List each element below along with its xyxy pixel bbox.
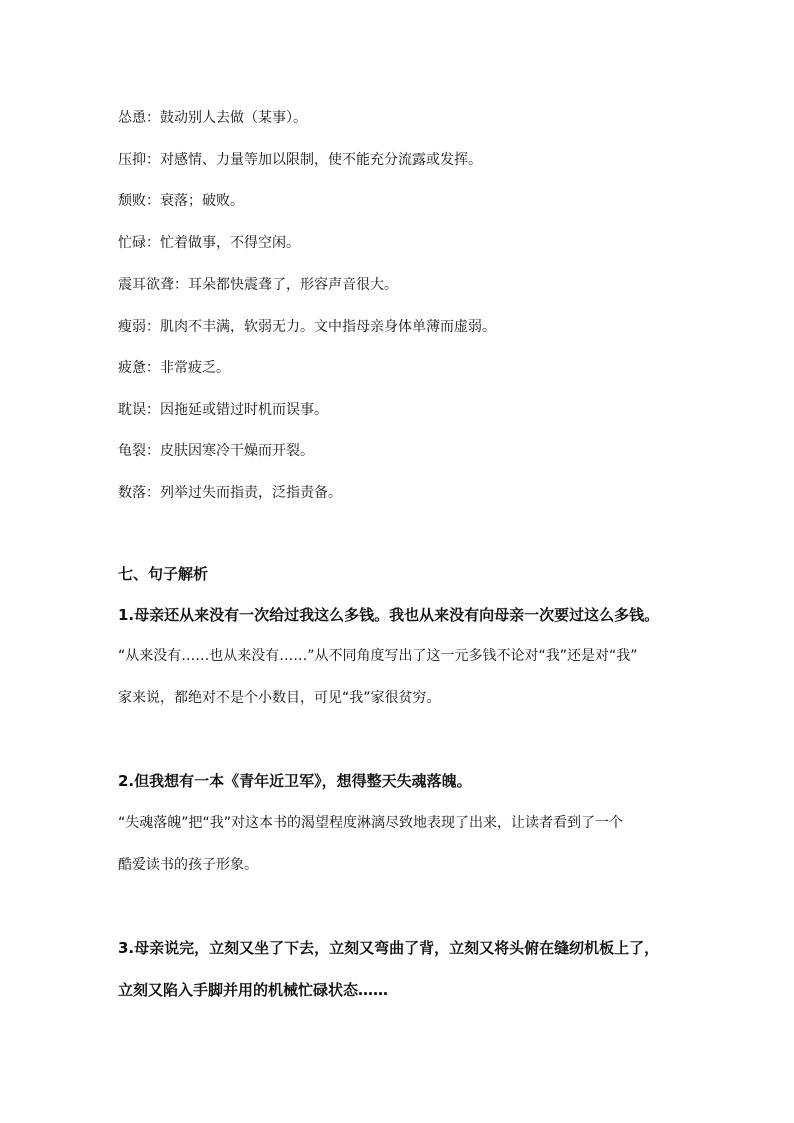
- definition-line: 数落：列举过失而指责，泛指责备。: [118, 485, 342, 501]
- definition-line: 忙碌：忙着做事，不得空闲。: [118, 235, 300, 251]
- key-sentence: 1.母亲还从来没有一次给过我这么多钱。我也从来没有向母亲一次要过这么多钱。: [118, 606, 660, 624]
- definition-line: 瘦弱：肌肉不丰满，软弱无力。文中指母亲身体单薄而虚弱。: [118, 319, 496, 335]
- analysis-line: “失魂落魄”把“我”对这本书的渴望程度淋漓尽致地表现了出来，让读者看到了一个: [118, 815, 624, 831]
- definition-line: 震耳欲聋：耳朵都快震聋了，形容声音很大。: [118, 277, 398, 293]
- key-sentence: 3.母亲说完，立刻又坐了下去，立刻又弯曲了背，立刻又将头俯在缝纫机板上了，: [118, 939, 660, 957]
- section-heading: 七、句子解析: [118, 565, 209, 583]
- analysis-line: 家来说，都绝对不是个小数目，可见“我”家很贫穷。: [118, 690, 441, 706]
- analysis-line: 酷爱读书的孩子形象。: [118, 857, 258, 873]
- definition-line: 疲惫：非常疲乏。: [118, 360, 230, 376]
- definition-line: 龟裂：皮肤因寒冷干燥而开裂。: [118, 443, 314, 459]
- key-sentence: 2.但我想有一本《青年近卫军》，想得整天失魂落魄。: [118, 772, 472, 790]
- key-sentence: 立刻又陷入手脚并用的机械忙碌状态……: [118, 981, 389, 999]
- definition-line: 颓败：衰落；破败。: [118, 193, 244, 209]
- definition-line: 怂恿：鼓动别人去做（某事）。: [118, 110, 307, 126]
- definition-line: 耽误：因拖延或错过时机而误事。: [118, 402, 328, 418]
- analysis-line: “从来没有……也从来没有……”从不同角度写出了这一元多钱不论对“我”还是对“我”: [118, 648, 638, 664]
- definition-line: 压抑：对感情、力量等加以限制，使不能充分流露或发挥。: [118, 152, 482, 168]
